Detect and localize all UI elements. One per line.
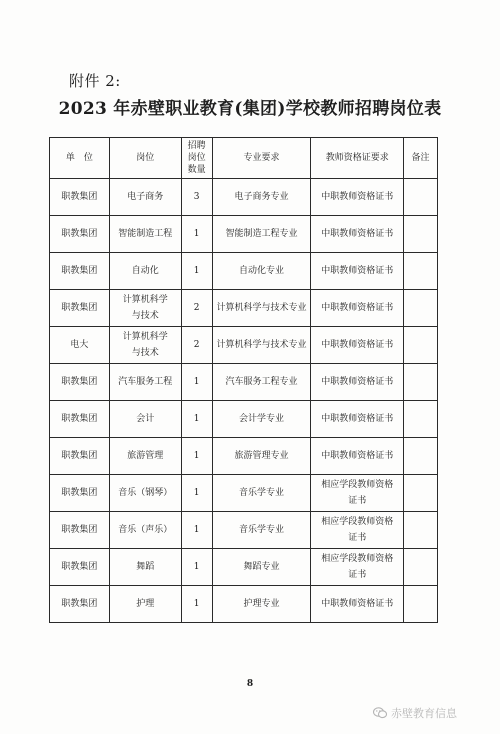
cell-cert: 中职教师资格证书 bbox=[311, 179, 404, 216]
cell-cert: 中职教师资格证书 bbox=[311, 438, 404, 475]
cell-position: 电子商务 bbox=[109, 179, 181, 216]
cell-position: 音乐（钢琴） bbox=[109, 475, 181, 512]
header-unit: 单 位 bbox=[50, 138, 110, 179]
table-row bbox=[50, 586, 438, 623]
cell-unit: 电大 bbox=[50, 327, 110, 364]
table-row bbox=[50, 253, 438, 290]
cell-cert: 中职教师资格证书 bbox=[311, 586, 404, 623]
cell-unit: 职教集团 bbox=[50, 216, 110, 253]
cell-major: 电子商务专业 bbox=[212, 179, 311, 216]
cell-unit: 职教集团 bbox=[50, 512, 110, 549]
cell-position: 计算机科学 与技术 bbox=[109, 327, 181, 364]
cell-major: 自动化专业 bbox=[212, 253, 311, 290]
cell-count: 1 bbox=[181, 253, 212, 290]
cell-cert: 中职教师资格证书 bbox=[311, 253, 404, 290]
cell-cert: 中职教师资格证书 bbox=[311, 401, 404, 438]
watermark-text: 赤壁教育信息 bbox=[391, 707, 457, 720]
cell-major: 护理专业 bbox=[212, 586, 311, 623]
table-row bbox=[50, 364, 438, 401]
cell-note bbox=[404, 253, 438, 290]
cell-cert: 相应学段教师资格 证书 bbox=[311, 512, 404, 549]
cell-unit: 职教集团 bbox=[50, 475, 110, 512]
cell-count: 3 bbox=[181, 179, 212, 216]
cell-note bbox=[404, 179, 438, 216]
cell-unit: 职教集团 bbox=[50, 586, 110, 623]
cell-major: 智能制造工程专业 bbox=[212, 216, 311, 253]
cell-note bbox=[404, 586, 438, 623]
cell-unit: 职教集团 bbox=[50, 438, 110, 475]
cell-cert: 中职教师资格证书 bbox=[311, 364, 404, 401]
cell-unit: 职教集团 bbox=[50, 290, 110, 327]
cell-count: 1 bbox=[181, 475, 212, 512]
table-header bbox=[50, 138, 438, 179]
cell-major: 音乐学专业 bbox=[212, 475, 311, 512]
cell-count: 1 bbox=[181, 216, 212, 253]
cell-count: 1 bbox=[181, 401, 212, 438]
document-title: 2023 年赤壁职业教育(集团)学校教师招聘岗位表 bbox=[58, 99, 442, 119]
wechat-icon bbox=[373, 707, 387, 719]
table-row bbox=[50, 179, 438, 216]
cell-position: 智能制造工程 bbox=[109, 216, 181, 253]
cell-major: 计算机科学与技术专业 bbox=[212, 290, 311, 327]
cell-count: 1 bbox=[181, 438, 212, 475]
table-row bbox=[50, 290, 438, 327]
cell-position: 舞蹈 bbox=[109, 549, 181, 586]
cell-note bbox=[404, 475, 438, 512]
cell-note bbox=[404, 512, 438, 549]
cell-note bbox=[404, 327, 438, 364]
cell-note bbox=[404, 549, 438, 586]
watermark bbox=[373, 705, 457, 721]
header-note: 备注 bbox=[404, 138, 438, 179]
table-row bbox=[50, 327, 438, 364]
table-row bbox=[50, 438, 438, 475]
table-body bbox=[50, 179, 438, 623]
cell-position: 会计 bbox=[109, 401, 181, 438]
table-header-row bbox=[50, 138, 438, 179]
cell-major: 汽车服务工程专业 bbox=[212, 364, 311, 401]
cell-major: 音乐学专业 bbox=[212, 512, 311, 549]
cell-major: 旅游管理专业 bbox=[212, 438, 311, 475]
cell-unit: 职教集团 bbox=[50, 179, 110, 216]
header-cert: 教师资格证要求 bbox=[311, 138, 404, 179]
cell-position: 音乐（声乐） bbox=[109, 512, 181, 549]
cell-cert: 中职教师资格证书 bbox=[311, 327, 404, 364]
cell-position: 旅游管理 bbox=[109, 438, 181, 475]
cell-count: 1 bbox=[181, 586, 212, 623]
attachment-label: 附件 2: bbox=[69, 72, 121, 90]
cell-unit: 职教集团 bbox=[50, 253, 110, 290]
cell-note bbox=[404, 438, 438, 475]
cell-count: 2 bbox=[181, 327, 212, 364]
table-row bbox=[50, 475, 438, 512]
cell-cert: 相应学段教师资格 证书 bbox=[311, 549, 404, 586]
cell-major: 会计学专业 bbox=[212, 401, 311, 438]
page-number: 8 bbox=[246, 679, 254, 689]
table-row bbox=[50, 549, 438, 586]
cell-count: 1 bbox=[181, 364, 212, 401]
header-count-label: 招聘 岗位 数量 bbox=[187, 141, 206, 175]
cell-unit: 职教集团 bbox=[50, 401, 110, 438]
cell-note bbox=[404, 290, 438, 327]
table-row bbox=[50, 401, 438, 438]
header-major: 专业要求 bbox=[212, 138, 311, 179]
cell-major: 舞蹈专业 bbox=[212, 549, 311, 586]
cell-note bbox=[404, 216, 438, 253]
cell-cert: 中职教师资格证书 bbox=[311, 216, 404, 253]
cell-note bbox=[404, 401, 438, 438]
cell-count: 1 bbox=[181, 512, 212, 549]
header-position: 岗位 bbox=[109, 138, 181, 179]
cell-unit: 职教集团 bbox=[50, 364, 110, 401]
cell-position: 护理 bbox=[109, 586, 181, 623]
cell-cert: 中职教师资格证书 bbox=[311, 290, 404, 327]
cell-count: 2 bbox=[181, 290, 212, 327]
cell-position: 自动化 bbox=[109, 253, 181, 290]
cell-position: 计算机科学 与技术 bbox=[109, 290, 181, 327]
cell-major: 计算机科学与技术专业 bbox=[212, 327, 311, 364]
cell-note bbox=[404, 364, 438, 401]
cell-unit: 职教集团 bbox=[50, 549, 110, 586]
table-row bbox=[50, 216, 438, 253]
recruitment-table bbox=[49, 137, 438, 623]
table-row bbox=[50, 512, 438, 549]
cell-position: 汽车服务工程 bbox=[109, 364, 181, 401]
cell-count: 1 bbox=[181, 549, 212, 586]
cell-cert: 相应学段教师资格 证书 bbox=[311, 475, 404, 512]
header-count bbox=[181, 138, 212, 179]
